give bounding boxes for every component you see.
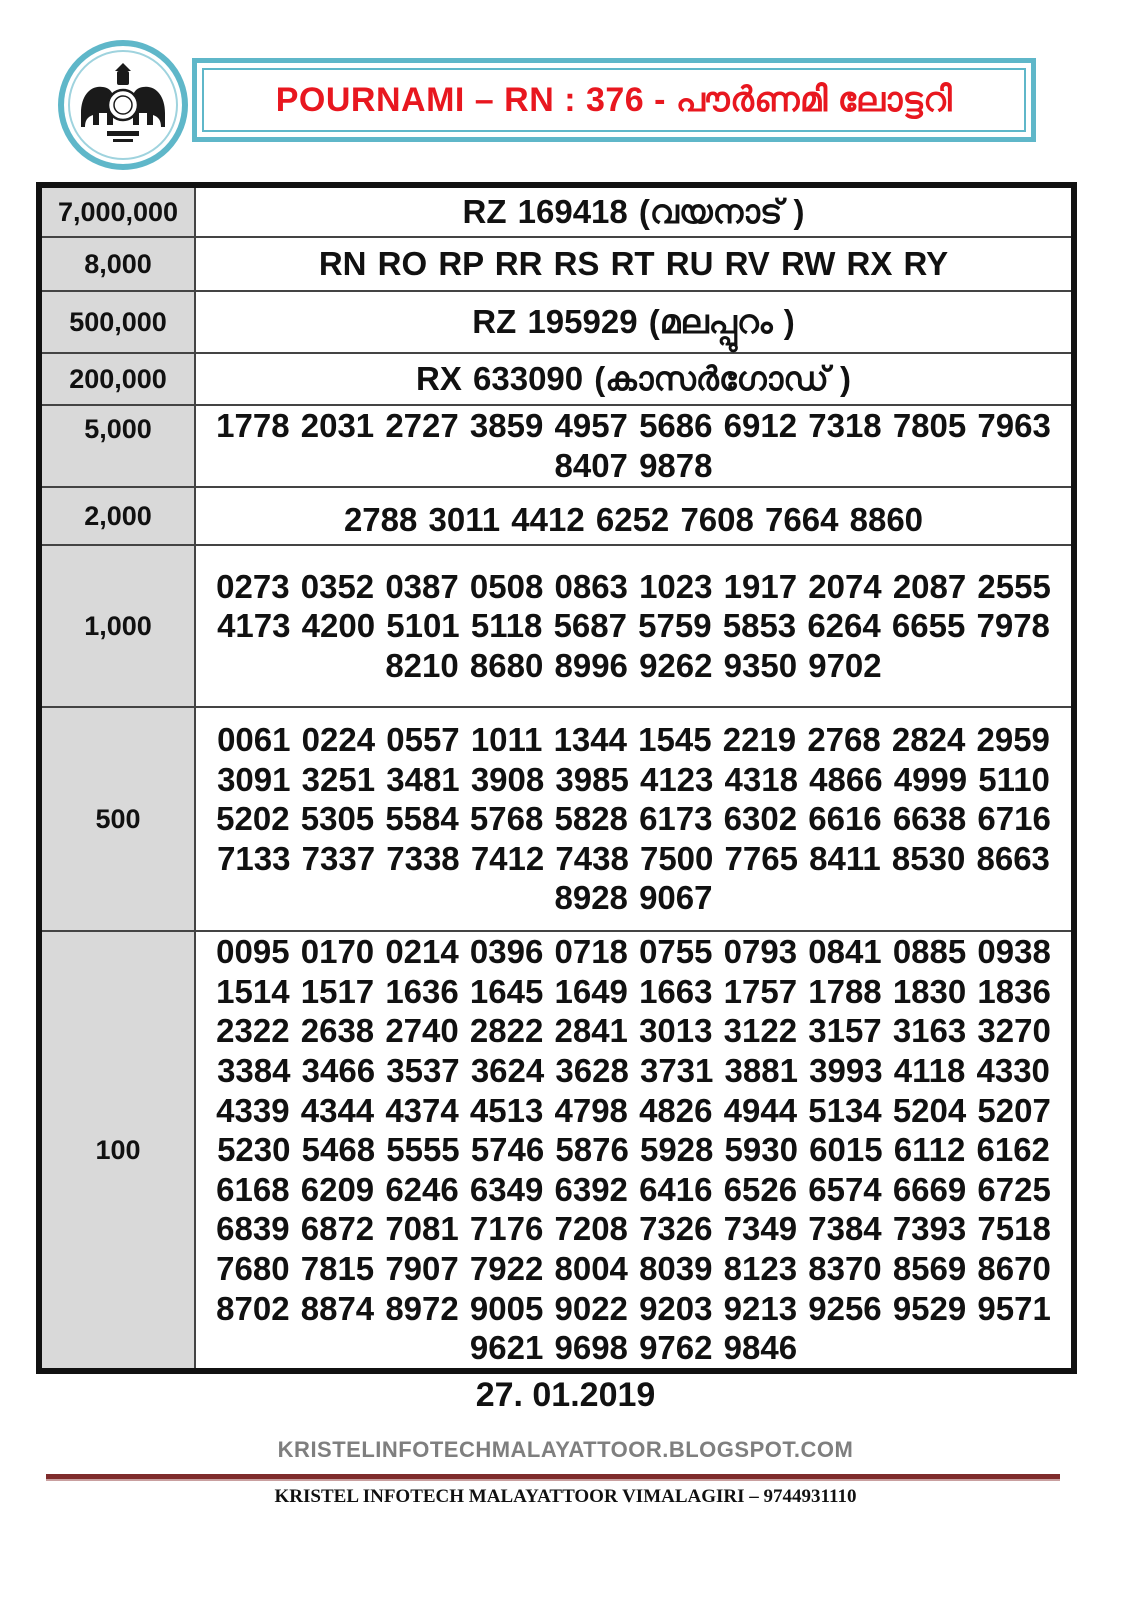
results-table	[36, 182, 1077, 1374]
footer-divider	[46, 1474, 1060, 1481]
kerala-emblem-icon	[58, 40, 188, 170]
number-line: 8702 8874 8972 9005 9022 9203 9213 9256 9529 9571	[216, 1289, 1051, 1327]
number-line: 2322 2638 2740 2822 2841 3013 3122 3157 3163 3270	[216, 1012, 1051, 1050]
prize-amount: 100	[39, 931, 195, 1371]
number-line: RZ 195929 (മലപ്പുറം )	[472, 303, 795, 341]
prize-amount: 200,000	[39, 353, 195, 405]
draw-date: 27. 01.2019	[475, 1376, 656, 1414]
prize-amount: 5,000	[39, 405, 195, 487]
number-line: RN RO RP RR RS RT RU RV RW RX RY	[318, 245, 949, 283]
result-row	[39, 291, 1074, 353]
result-row	[39, 707, 1074, 931]
emblem-graphic	[73, 55, 173, 155]
title-banner	[192, 58, 1036, 142]
winning-numbers	[195, 353, 1074, 405]
number-line: 1778 2031 2727 3859 4957 5686 6912 7318 7805 7963	[216, 407, 1051, 445]
number-line: 0061 0224 0557 1011 1344 1545 2219 2768 2824 2959	[217, 721, 1050, 759]
lottery-title: POURNAMI – RN : 376 - പൗർണമി ലോട്ടറി	[275, 80, 953, 119]
number-line: 3091 3251 3481 3908 3985 4123 4318 4866 4999 5110	[217, 760, 1050, 798]
website-link[interactable]: KRISTELINFOTECHMALAYATTOOR.BLOGSPOT.COM	[277, 1437, 854, 1462]
number-line: 1514 1517 1636 1645 1649 1663 1757 1788 1830 1836	[216, 972, 1051, 1010]
prize-amount: 7,000,000	[39, 185, 195, 237]
result-row	[39, 185, 1074, 237]
number-line: 3384 3466 3537 3624 3628 3731 3881 3993 4118 4330	[217, 1052, 1050, 1090]
result-row	[39, 931, 1074, 1371]
winning-numbers	[195, 545, 1074, 707]
number-line: 7133 7337 7338 7412 7438 7500 7765 8411 8530 8663	[217, 839, 1050, 877]
result-row	[39, 353, 1074, 405]
number-line: 6839 6872 7081 7176 7208 7326 7349 7384 7393 7518	[216, 1210, 1051, 1248]
prize-amount: 500,000	[39, 291, 195, 353]
result-row	[39, 405, 1074, 487]
winning-numbers	[195, 931, 1074, 1371]
footer-contact: KRISTEL INFOTECH MALAYATTOOR VIMALAGIRI – 9744931110	[274, 1486, 857, 1507]
number-line: RX 633090 (കാസർഗോഡ് )	[416, 360, 851, 398]
number-line: 4173 4200 5101 5118 5687 5759 5853 6264 6655 7978	[217, 607, 1050, 645]
winning-numbers	[195, 185, 1074, 237]
number-line: 5202 5305 5584 5768 5828 6173 6302 6616 6638 6716	[216, 800, 1051, 838]
number-line: 4339 4344 4374 4513 4798 4826 4944 5134 5204 5207	[216, 1091, 1051, 1129]
result-row	[39, 237, 1074, 291]
number-line: 8407 9878	[554, 447, 713, 484]
number-line: RZ 169418 (വയനാട് )	[462, 193, 805, 231]
result-row	[39, 487, 1074, 545]
winning-numbers	[195, 405, 1074, 487]
number-line: 8210 8680 8996 9262 9350 9702	[385, 646, 882, 684]
number-line: 6168 6209 6246 6349 6392 6416 6526 6574 6669 6725	[216, 1170, 1051, 1208]
number-line: 7680 7815 7907 7922 8004 8039 8123 8370 8569 8670	[216, 1249, 1051, 1287]
prize-amount: 8,000	[39, 237, 195, 291]
prize-amount: 500	[39, 707, 195, 931]
number-line: 9621 9698 9762 9846	[469, 1329, 798, 1367]
prize-amount: 2,000	[39, 487, 195, 545]
winning-numbers	[195, 291, 1074, 353]
number-line: 0273 0352 0387 0508 0863 1023 1917 2074 2087 2555	[216, 567, 1051, 605]
winning-numbers	[195, 487, 1074, 545]
winning-series	[195, 237, 1074, 291]
winning-numbers	[195, 707, 1074, 931]
number-line: 5230 5468 5555 5746 5876 5928 5930 6015 6112 6162	[217, 1131, 1050, 1169]
number-line: 0095 0170 0214 0396 0718 0755 0793 0841 0885 0938	[216, 933, 1051, 971]
number-line: 2788 3011 4412 6252 7608 7664 8860	[343, 501, 924, 539]
result-row	[39, 545, 1074, 707]
prize-amount: 1,000	[39, 545, 195, 707]
number-line: 8928 9067	[554, 879, 713, 917]
